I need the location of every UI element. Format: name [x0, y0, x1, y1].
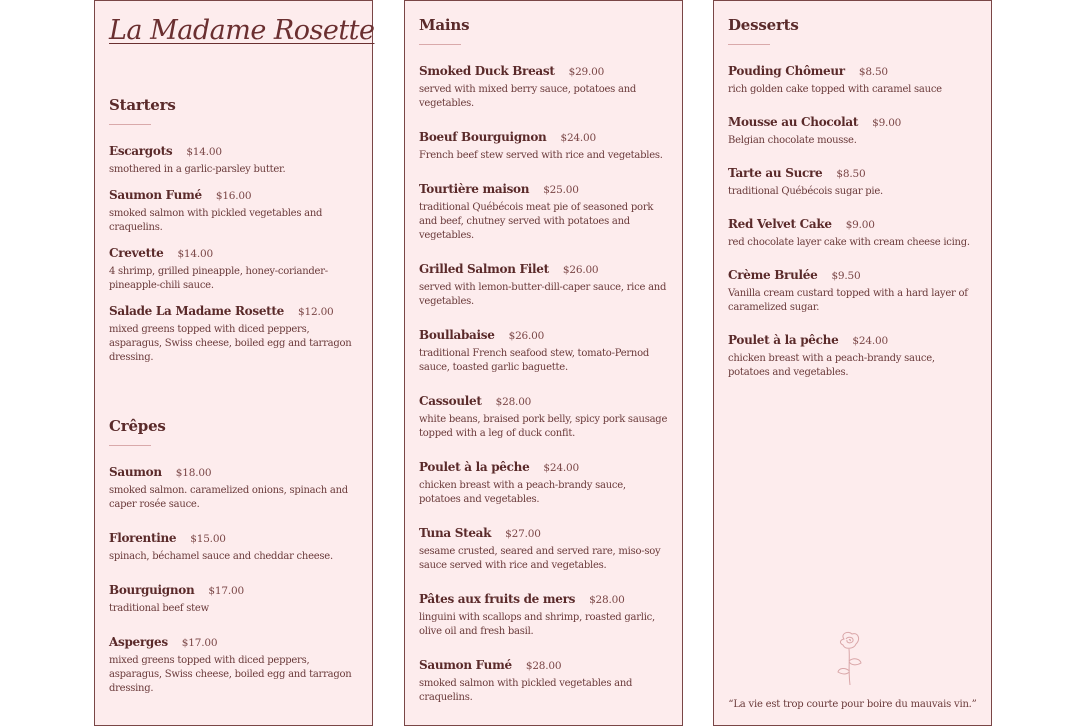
menu-item-header [419, 392, 670, 410]
menu-item-header [728, 113, 979, 131]
menu-item [419, 260, 670, 309]
menu-item-header [419, 458, 670, 476]
menu-item-header [728, 266, 979, 284]
menu-item-description: smoked salmon with pickled vegetables and craquelins. [109, 208, 323, 233]
menu-item [728, 113, 979, 148]
menu-item-header [419, 260, 670, 278]
menu-item-name: Salade La Madame Rosette [109, 304, 284, 318]
menu-item-name: Asperges [109, 635, 168, 649]
menu-item-price: $28.00 [589, 594, 625, 606]
menu-item-name: Saumon Fumé [419, 658, 512, 672]
section-crepes [109, 417, 360, 696]
menu-item [728, 164, 979, 199]
menu-item-description: spinach, béchamel sauce and cheddar cheese. [109, 551, 333, 562]
menu-item [419, 180, 670, 243]
menu-item-name: Tourtière maison [419, 182, 530, 196]
menu-item [109, 142, 360, 177]
menu-item-price: $24.00 [852, 335, 888, 347]
menu-item [109, 186, 360, 235]
menu-item-header [419, 62, 670, 80]
menu-item-price: $27.00 [505, 528, 541, 540]
menu-item-name: Saumon Fumé [109, 188, 202, 202]
menu-item-name: Pâtes aux fruits de mers [419, 592, 576, 606]
menu-item [419, 656, 670, 705]
menu-item-description: chicken breast with a peach-brandy sauce, potatoes and vegetables. [419, 480, 626, 505]
menu-item-description: served with mixed berry sauce, potatoes and vegetables. [419, 84, 637, 109]
item-list [419, 62, 670, 705]
menu-item-name: Grilled Salmon Filet [419, 262, 549, 276]
menu-item-header [728, 215, 979, 233]
menu-item-description: traditional Québécois meat pie of seasoned pork and beef, chutney served with potatoes and vegetables. [419, 202, 654, 241]
menu-item-price: $8.50 [858, 66, 888, 78]
menu-item [419, 392, 670, 441]
menu-item-name: Smoked Duck Breast [419, 64, 555, 78]
menu-item-header [419, 590, 670, 608]
menu-item-description: smoked salmon with pickled vegetables and craquelins. [419, 678, 633, 703]
section-divider [109, 445, 151, 446]
menu-item-description: traditional French seafood stew, tomato-Pernod sauce, toasted garlic baguette. [419, 348, 650, 373]
menu-item-description: smoked salmon. caramelized onions, spinach and caper rosée sauce. [109, 485, 348, 510]
menu-item-description: linguini with scallops and shrimp, roasted garlic, olive oil and fresh basil. [419, 612, 655, 637]
menu-item [419, 62, 670, 111]
menu-item-price: $14.00 [186, 146, 222, 158]
menu-panel-right [713, 0, 992, 726]
section-desserts [728, 16, 979, 380]
menu-item [109, 244, 360, 293]
section-divider [419, 44, 461, 45]
item-list [109, 463, 360, 696]
menu-item [728, 266, 979, 315]
menu-item-name: Escargots [109, 144, 173, 158]
menu-item-header [109, 186, 360, 204]
menu-item-price: $18.00 [175, 467, 212, 479]
section-mains [419, 16, 670, 705]
rose-icon [834, 631, 866, 687]
menu-item-name: Tuna Steak [419, 526, 492, 540]
menu-item [419, 326, 670, 375]
section-title: Crêpes [109, 417, 166, 435]
section-starters [109, 96, 360, 365]
menu-item [109, 581, 360, 616]
menu-item [419, 458, 670, 507]
item-list [728, 62, 979, 380]
menu-item-name: Boeuf Bourguignon [419, 130, 547, 144]
menu-item-header [419, 180, 670, 198]
menu-item-header [728, 164, 979, 182]
menu-item-header [109, 302, 360, 320]
menu-item-header [109, 529, 360, 547]
menu-item-header [728, 331, 979, 349]
menu-item-description: red chocolate layer cake with cream cheese icing. [728, 237, 970, 248]
menu-item [109, 463, 360, 512]
menu-item-name: Saumon [109, 465, 162, 479]
menu-item-price: $26.00 [508, 330, 545, 342]
menu-item-price: $14.00 [177, 248, 213, 260]
menu-item [419, 590, 670, 639]
menu-item-header [109, 581, 360, 599]
menu-item-price: $29.00 [568, 66, 605, 78]
menu-item-description: 4 shrimp, grilled pineapple, honey-coriander-pineapple-chili sauce. [109, 266, 328, 291]
item-list [109, 142, 360, 365]
menu-item-header [109, 463, 360, 481]
menu-item [419, 524, 670, 573]
menu-item-price: $8.50 [836, 168, 866, 180]
menu-item-price: $9.00 [872, 117, 902, 129]
menu-item [728, 215, 979, 250]
menu-item-price: $28.00 [525, 660, 562, 672]
menu-item-price: $15.00 [190, 533, 226, 545]
menu-item-description: French beef stew served with rice and vegetables. [419, 150, 663, 161]
menu-item-header [419, 128, 670, 146]
menu-item-header [109, 633, 360, 651]
section-divider [728, 44, 770, 45]
menu-item-name: Mousse au Chocolat [728, 115, 859, 129]
menu-item-description: mixed greens topped with diced peppers, asparagus, Swiss cheese, boiled egg and tarragon dressing. [109, 655, 352, 694]
menu-item-header [419, 524, 670, 542]
menu-item-name: Crème Brulée [728, 268, 818, 282]
menu-item-price: $9.50 [831, 270, 861, 282]
section-divider [109, 124, 151, 125]
menu-item-name: Poulet à la pêche [728, 333, 839, 347]
menu-item-description: traditional beef stew [109, 603, 209, 614]
menu-item-price: $26.00 [562, 264, 599, 276]
menu-item-name: Poulet à la pêche [419, 460, 530, 474]
menu-item-description: mixed greens topped with diced peppers, asparagus, Swiss cheese, boiled egg and tarragon dressing. [109, 324, 352, 363]
menu-item-name: Florentine [109, 531, 177, 545]
menu-panel-left [94, 0, 373, 726]
menu-item-price: $12.00 [298, 306, 334, 318]
restaurant-title: La Madame Rosette [109, 15, 375, 46]
menu-item-price: $28.00 [495, 396, 532, 408]
menu-item-header [109, 142, 360, 160]
quote-text: “La vie est trop courte pour boire du mauvais vin.” [728, 699, 977, 710]
menu-panel-middle [404, 0, 683, 726]
menu-item [109, 633, 360, 696]
menu-item-name: Crevette [109, 246, 164, 260]
menu-item-description: traditional Québécois sugar pie. [728, 186, 883, 197]
section-title: Mains [419, 16, 470, 34]
menu-item-description: white beans, braised pork belly, spicy pork sausage topped with a leg of duck confit. [419, 414, 668, 439]
menu-item [728, 62, 979, 97]
menu-item [109, 529, 360, 564]
menu-item-name: Tarte au Sucre [728, 166, 823, 180]
menu-item-name: Pouding Chômeur [728, 64, 845, 78]
menu-item-description: sesame crusted, seared and served rare, miso-soy sauce served with rice and vegetables. [419, 546, 661, 571]
menu-item-header [419, 656, 670, 674]
menu-item-name: Cassoulet [419, 394, 482, 408]
menu-item-description: chicken breast with a peach-brandy sauce, potatoes and vegetables. [728, 353, 935, 378]
menu-item-description: smothered in a garlic-parsley butter. [109, 164, 286, 175]
menu-item-description: Vanilla cream custard topped with a hard layer of caramelized sugar. [728, 288, 968, 313]
menu-item-price: $24.00 [560, 132, 597, 144]
menu-item-header [728, 62, 979, 80]
menu-item-header [419, 326, 670, 344]
menu-item-name: Red Velvet Cake [728, 217, 832, 231]
menu-item [419, 128, 670, 163]
menu-item-price: $24.00 [543, 462, 579, 474]
menu-item-description: served with lemon-butter-dill-caper sauce, rice and vegetables. [419, 282, 667, 307]
section-title: Desserts [728, 16, 799, 34]
menu-item-description: rich golden cake topped with caramel sauce [728, 84, 942, 95]
menu-item-price: $17.00 [208, 585, 244, 597]
menu-item-name: Bourguignon [109, 583, 195, 597]
menu-item-header [109, 244, 360, 262]
menu-item-name: Boullabaise [419, 328, 495, 342]
section-title: Starters [109, 96, 176, 114]
menu-item-price: $9.00 [845, 219, 875, 231]
menu-item-price: $16.00 [215, 190, 252, 202]
menu-item-price: $17.00 [181, 637, 218, 649]
menu-item-price: $25.00 [543, 184, 579, 196]
menu-item [109, 302, 360, 365]
menu-item [728, 331, 979, 380]
menu-item-description: Belgian chocolate mousse. [728, 135, 857, 146]
